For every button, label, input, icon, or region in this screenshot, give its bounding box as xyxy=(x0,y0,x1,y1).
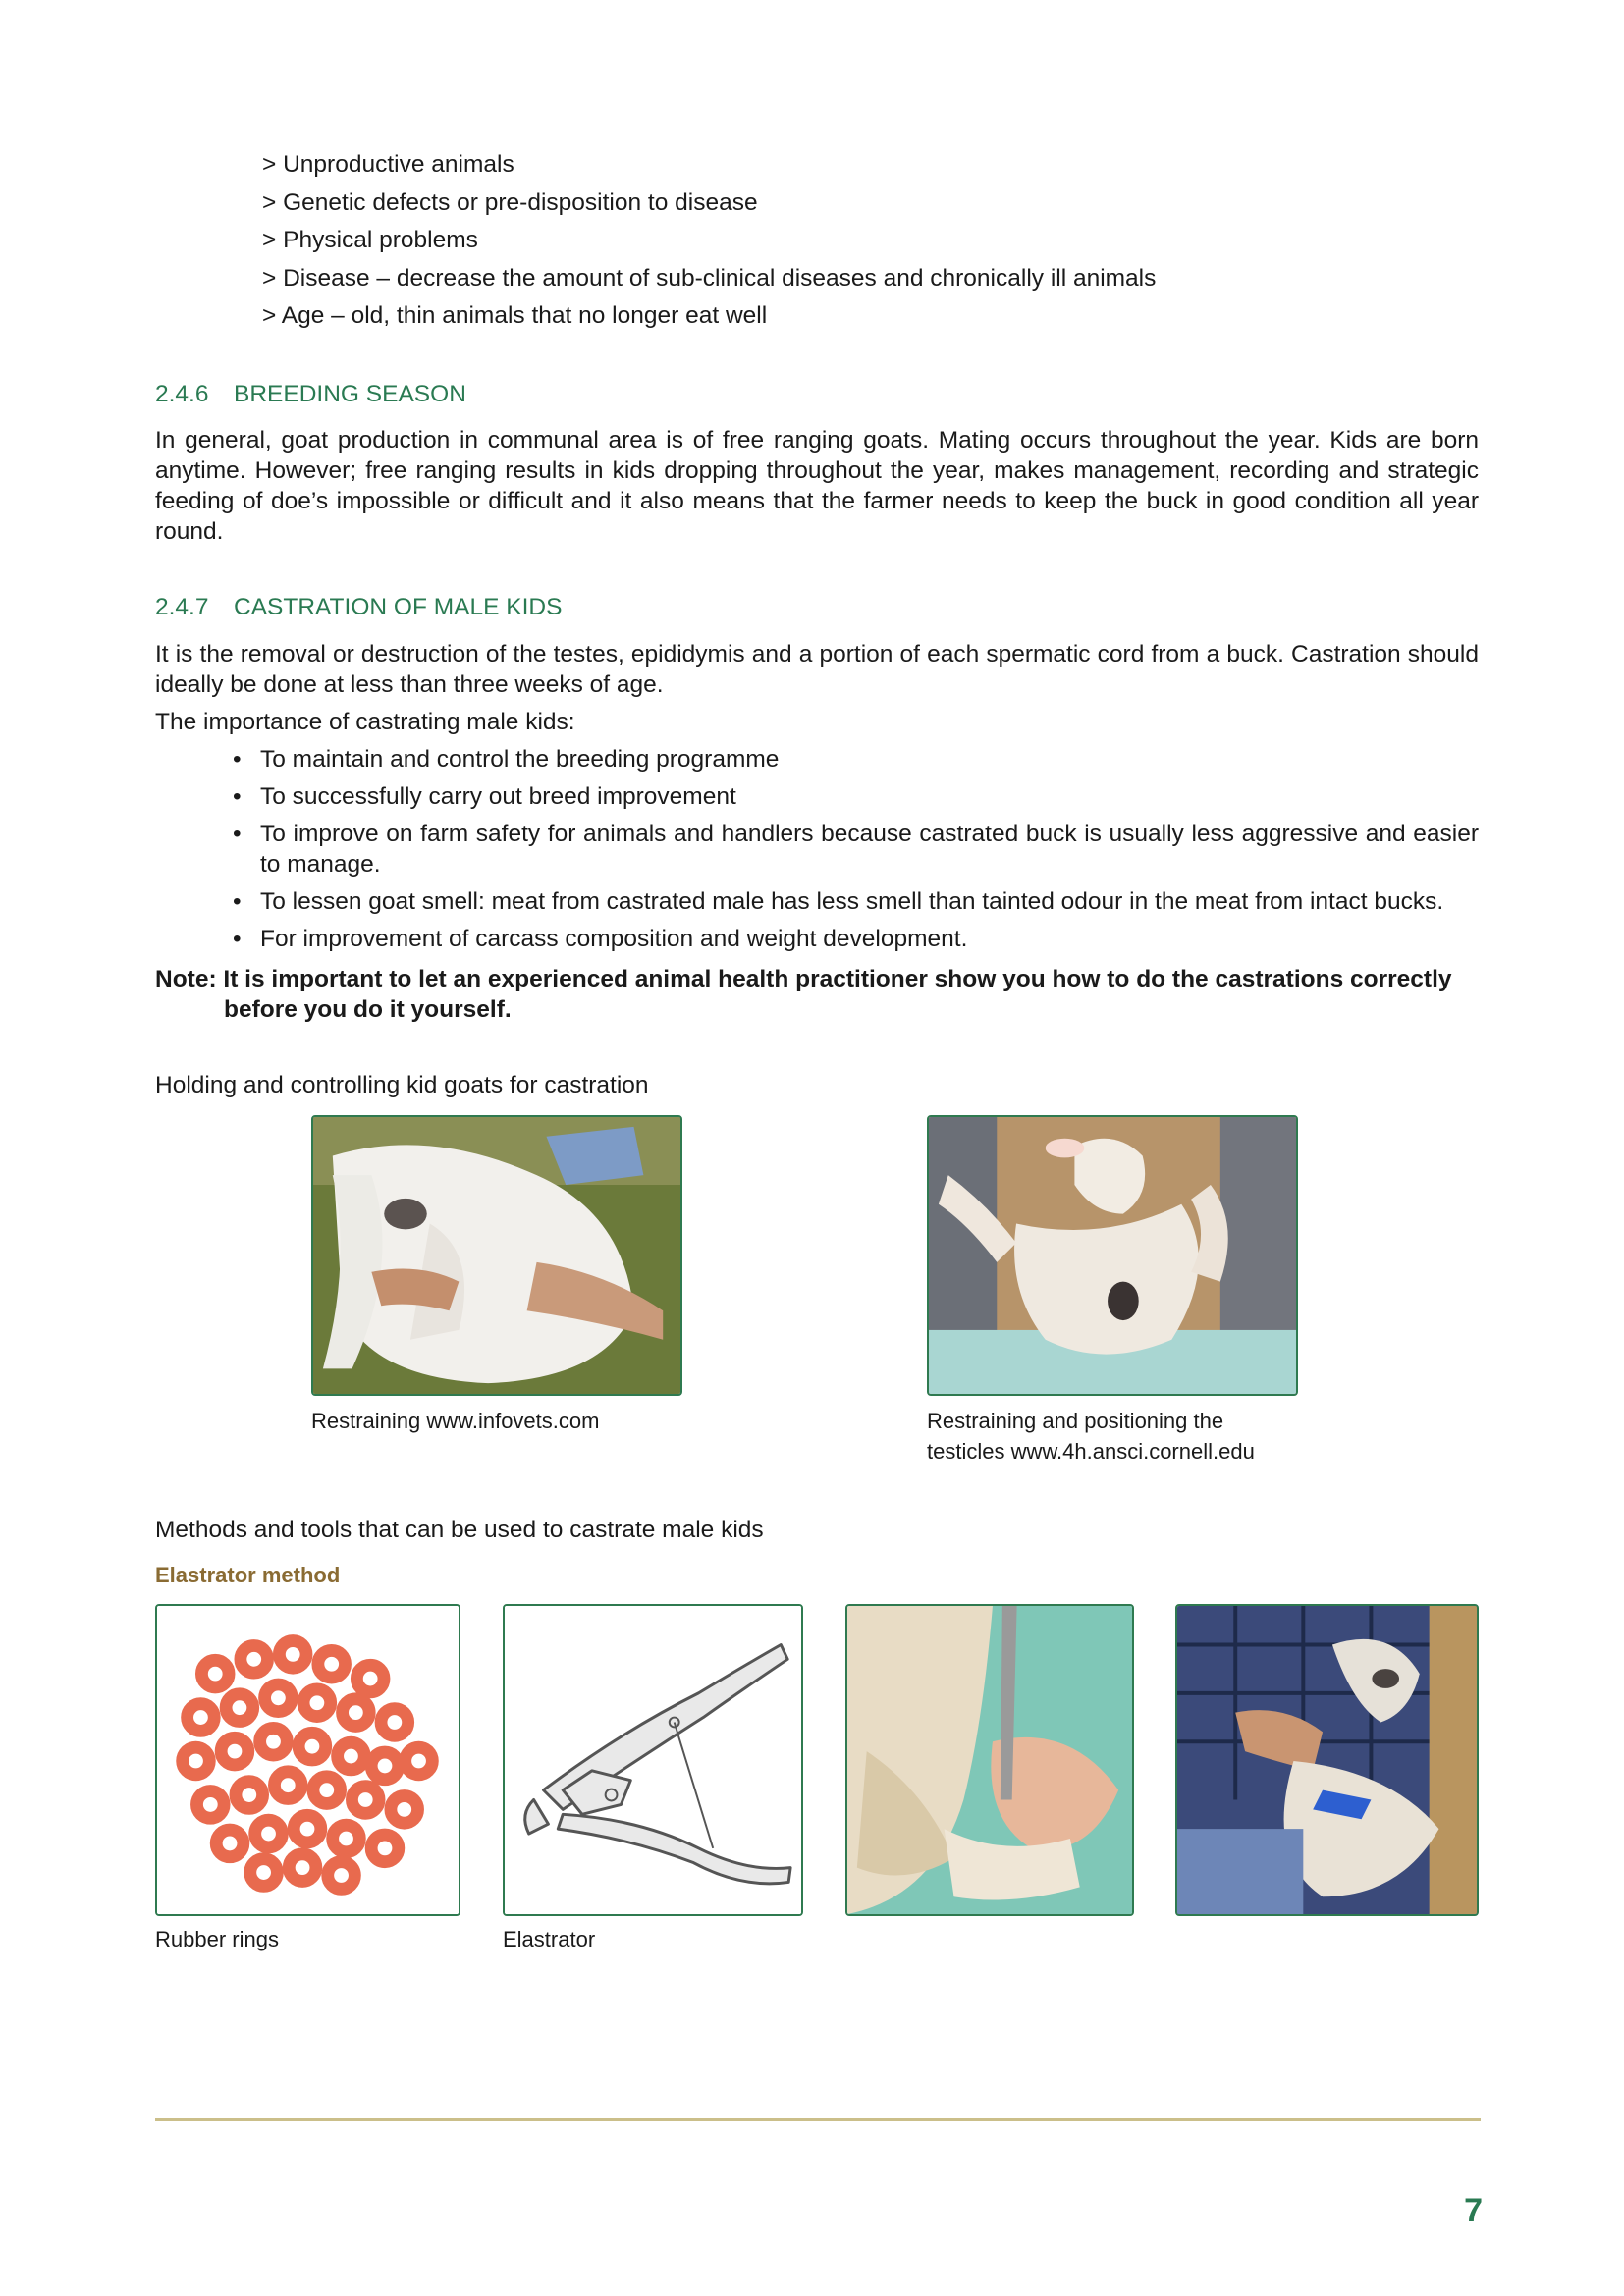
list-item: > Age – old, thin animals that no longer eat well xyxy=(262,302,768,329)
castration-note xyxy=(155,964,1479,1025)
elastrator-caption: Elastrator xyxy=(503,1927,596,1951)
rubber-rings-caption: Rubber rings xyxy=(155,1927,279,1951)
restraining-positioning-photo xyxy=(927,1115,1298,1396)
bullet-icon: • xyxy=(233,746,242,773)
applying-ring-photo xyxy=(845,1604,1134,1916)
castration-definition-paragraph: It is the removal or destruction of the testes, epididymis and a portion of each spermatic cord from a buck. Castration should ideally be done at less than three weeks of age. xyxy=(155,641,1479,698)
section-heading-breeding-season xyxy=(155,379,941,409)
footer-rule xyxy=(155,2118,1481,2121)
methods-heading: Methods and tools that can be used to castrate male kids xyxy=(155,1517,764,1543)
castration-importance-list xyxy=(233,744,1479,961)
section-title: BREEDING SEASON xyxy=(234,381,466,407)
page-number: 7 xyxy=(1464,2192,1483,2229)
list-item: • For improvement of carcass composition and weight development. xyxy=(233,926,968,952)
list-item: • To improve on farm safety for animals and handlers because castrated buck is usually less aggressive and easier to manage. xyxy=(233,821,1479,878)
castration-importance-intro: The importance of castrating male kids: xyxy=(155,709,575,735)
list-item: • To successfully carry out breed improvement xyxy=(233,783,736,810)
note-line: Note: It is important to let an experienced animal health practitioner show you how to do the castrations correctly xyxy=(155,966,1452,992)
section-number: 2.4.6 xyxy=(155,381,209,407)
restraining-positioning-caption: Restraining and positioning the testicles www.4h.ansci.cornell.edu xyxy=(927,1409,1255,1464)
restraining-photo xyxy=(311,1115,682,1396)
culling-criteria-list xyxy=(262,146,1244,336)
list-item: > Unproductive animals xyxy=(262,151,514,178)
bullet-icon: • xyxy=(233,783,242,810)
bullet-icon: • xyxy=(233,888,242,915)
list-item: • To lessen goat smell: meat from castrated male has less smell than tainted odour in the meat from intact bucks. xyxy=(233,888,1444,915)
restraining-caption: Restraining www.infovets.com xyxy=(311,1409,600,1433)
breeding-season-paragraph: In general, goat production in communal area is of free ranging goats. Mating occurs throughout the year. Kids are born anytime. However; free ranging results in kids dropping throughout the year, makes management, recording and strategic feeding of doe’s impossible or difficult and it also means that the farmer needs to keep the buck in good condition all year round. xyxy=(155,427,1479,545)
holding-heading: Holding and controlling kid goats for castration xyxy=(155,1072,649,1098)
list-item: > Genetic defects or pre-disposition to disease xyxy=(262,188,758,216)
bullet-icon: • xyxy=(233,821,242,847)
section-number: 2.4.7 xyxy=(155,594,209,620)
note-line: before you do it yourself. xyxy=(224,996,512,1023)
section-title: CASTRATION OF MALE KIDS xyxy=(234,594,563,620)
elastrator-use-photo xyxy=(1175,1604,1479,1916)
elastrator-method-subheading: Elastrator method xyxy=(155,1563,341,1587)
elastrator-tool-illustration xyxy=(503,1604,803,1916)
bullet-icon: • xyxy=(233,926,242,952)
list-item: > Disease – decrease the amount of sub-clinical diseases and chronically ill animals xyxy=(262,264,1157,292)
list-item: > Physical problems xyxy=(262,227,478,253)
rubber-rings-photo xyxy=(155,1604,460,1916)
section-heading-castration xyxy=(155,592,941,622)
list-item: • To maintain and control the breeding programme xyxy=(233,746,780,773)
